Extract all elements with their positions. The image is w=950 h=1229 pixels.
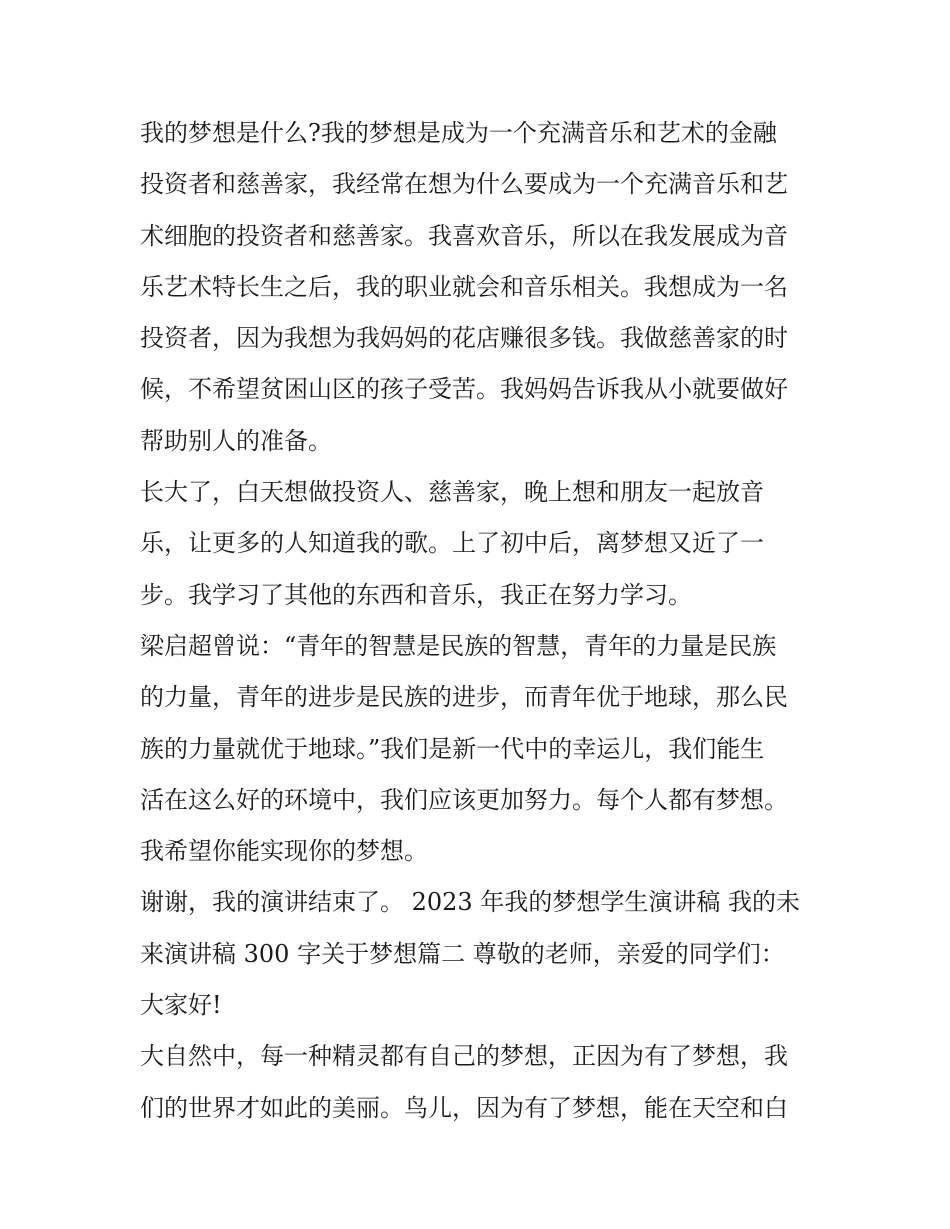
text-line: 梁启超曾说：“青年的智慧是民族的智慧，青年的力量是民族 bbox=[140, 631, 777, 660]
text-line: 来演讲稿 300 字关于梦想篇二 尊敬的老师，亲爱的同学们： bbox=[140, 939, 785, 968]
speech-text-body bbox=[140, 108, 820, 1134]
text-line: 候，不希望贫困山区的孩子受苦。我妈妈告诉我从小就要做好 bbox=[140, 375, 788, 404]
text-line: 术细胞的投资者和慈善家。我喜欢音乐，所以在我发展成为音 bbox=[140, 221, 788, 250]
text-line: 大自然中，每一种精灵都有自己的梦想，正因为有了梦想，我 bbox=[140, 1042, 788, 1071]
text-line: 们的世界才如此的美丽。鸟儿，因为有了梦想，能在天空和白 bbox=[140, 1093, 788, 1122]
text-line: 大家好! bbox=[140, 991, 222, 1020]
text-line: 乐，让更多的人知道我的歌。上了初中后，离梦想又近了一 bbox=[140, 529, 764, 558]
text-line: 投资者，因为我想为我妈妈的花店赚很多钱。我做慈善家的时 bbox=[140, 324, 788, 353]
text-line: 谢谢，我的演讲结束了。 2023 年我的梦想学生演讲稿 我的未 bbox=[140, 888, 800, 917]
text-line: 乐艺术特长生之后，我的职业就会和音乐相关。我想成为一名 bbox=[140, 272, 788, 301]
text-line: 的力量，青年的进步是民族的进步，而青年优于地球，那么民 bbox=[140, 683, 788, 712]
text-line: 长大了，白天想做投资人、慈善家，晚上想和朋友一起放音 bbox=[140, 478, 764, 507]
text-line: 活在这么好的环境中，我们应该更加努力。每个人都有梦想。 bbox=[140, 785, 788, 814]
text-line: 帮助别人的准备。 bbox=[140, 426, 332, 455]
text-line: 我希望你能实现你的梦想。 bbox=[140, 837, 428, 866]
text-line: 族的力量就优于地球。”我们是新一代中的幸运儿，我们能生 bbox=[140, 734, 765, 763]
text-line: 步。我学习了其他的东西和音乐，我正在努力学习。 bbox=[140, 580, 692, 609]
text-line: 我的梦想是什么?我的梦想是成为一个充满音乐和艺术的金融 bbox=[140, 119, 777, 147]
text-line: 投资者和慈善家，我经常在想为什么要成为一个充满音乐和艺 bbox=[140, 170, 788, 199]
